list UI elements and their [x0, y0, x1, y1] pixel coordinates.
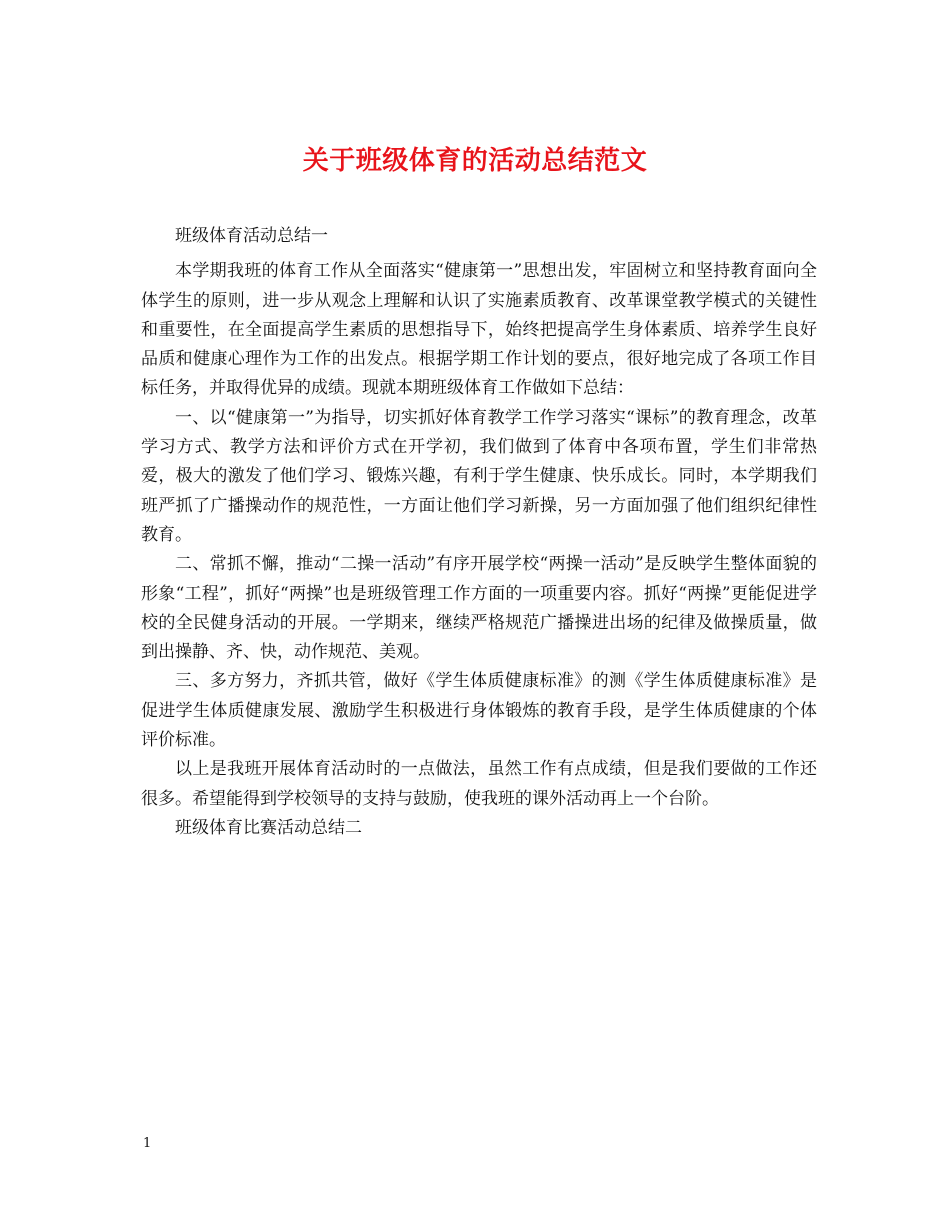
document-title: 关于班级体育的活动总结范文	[302, 146, 648, 176]
section-heading-1: 班级体育活动总结一	[175, 226, 328, 246]
paragraph-point-3: 三、多方努力，齐抓共管，做好《学生体质健康标准》的测《学生体质健康标准》是促进学生体质健康发展、激励学生积极进行身体锻炼的教育手段，是学生体质健康的个体评价标准。	[141, 671, 817, 751]
paragraph-point-1: 一、以“健康第一”为指导，切实抓好体育教学工作学习落实“课标”的教育理念，改革学习方式、教学方法和评价方式在开学初，我们做到了体育中各项布置，学生们非常热爱，极大的激发了他们学习、锻炼兴趣，有利于学生健康、快乐成长。同时，本学期我们班严抓了广播操动作的规范性，一方面让他们学习新操，另一方面加强了他们组织纪律性教育。	[141, 407, 817, 545]
section-heading-2: 班级体育比赛活动总结二	[175, 817, 362, 838]
page-number: 1	[143, 1136, 152, 1151]
paragraph-intro: 本学期我班的体育工作从全面落实“健康第一”思想出发，牢固树立和坚持教育面向全体学生的原则，进一步从观念上理解和认识了实施素质教育、改革课堂教学模式的关键性和重要性，在全面提高学生素质的思想指导下，始终把提高学生身体素质、培养学生良好品质和健康心理作为工作的出发点。根据学期工作计划的要点，很好地完成了各项工作目标任务，并取得优异的成绩。现就本期班级体育工作做如下总结：	[141, 261, 817, 399]
document-body	[141, 222, 817, 843]
paragraph-point-2: 二、常抓不懈，推动“二操一活动”有序开展学校“两操一活动”是反映学生整体面貌的形象“工程”，抓好“两操”也是班级管理工作方面的一项重要内容。抓好“两操”更能促进学校的全民健身活动的开展。一学期来，继续严格规范广播操进出场的纪律及做操质量，做到出操静、齐、快，动作规范、美观。	[141, 554, 817, 663]
paragraph-conclusion: 以上是我班开展体育活动时的一点做法，虽然工作有点成绩，但是我们要做的工作还很多。希望能得到学校领导的支持与鼓励，使我班的课外活动再上一个台阶。	[141, 759, 817, 809]
